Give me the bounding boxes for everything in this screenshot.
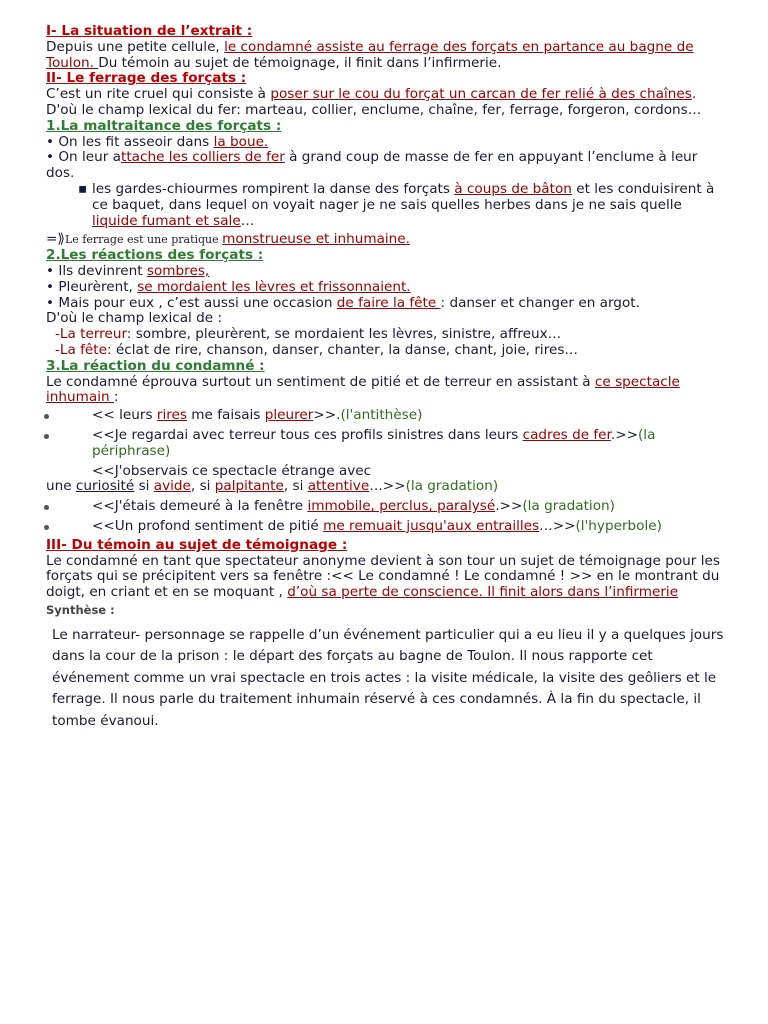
bullet-item: • Ils devinrent sombres,	[46, 262, 210, 279]
subsection-3-title: 3.La réaction du condamné :	[46, 357, 265, 374]
section-3-title: III- Du témoin au sujet de témoignage :	[46, 536, 348, 553]
section-1-title: I- La situation de l’extrait :	[46, 23, 253, 39]
conclusion-line: =⟫Le ferrage est une pratique monstrueuse et inhumaine.	[46, 231, 410, 248]
sub-bullet-item: ▪ les gardes-chiourmes rompirent la danse des forçats à coups de bâton et les conduisirent à ce baquet, dans lequel on voyait nager je ne sais quelles herbes dans je ne sais quelle liquide fumant et sale…	[78, 180, 715, 229]
section-2-paragraph: C’est un rite cruel qui consiste à poser sur le cou du forçat un carcan de fer relié à des chaînes. D'où le champ lexical du fer: marteau, collier, enclume, chaîne, fer, ferrage, forgeron, cordons…	[46, 86, 702, 118]
subsection-2-title: 2.Les réactions des forçats :	[46, 247, 264, 264]
bullet-dot-icon	[44, 434, 49, 439]
bullet-item: • On les fit asseoir dans la boue.	[46, 133, 269, 150]
section-1-paragraph: Depuis une petite cellule, le condamné assiste au ferrage des forçats en partance au bagne de Toulon. Du témoin au sujet de témoignage, il finit dans l’infirmerie.	[46, 38, 694, 71]
synthese-title: Synthèse :	[46, 602, 115, 617]
bullet-item: • Pleurèrent, se mordaient les lèvres et frissonnaient.	[46, 278, 411, 295]
document	[46, 24, 726, 732]
lexical-field-intro: D'où le champ lexical de :	[46, 310, 223, 327]
section-3-paragraph: Le condamné en tant que spectateur anonyme devient à son tour un sujet de témoignage pour les forçats qui se précipitent vers sa fenêtre :<< Le condamné ! Le condamné ! >> en le montrant du doigt, en criant et en se moquant , d’où sa perte de conscience. Il finit alors dans l’infirmerie	[46, 552, 720, 601]
bullet-dot-icon	[44, 525, 49, 530]
quote-item: <<Un profond sentiment de pitié me remuait jusqu'aux entrailles…>>(l'hyperbole)	[46, 519, 726, 535]
synthese-text: Le narrateur- personnage se rappelle d’un événement particulier qui a eu lieu il y a quelques jours dans la cour de la prison : le départ des forçats au bagne de Toulon. Il nous rapporte cet événement comme un vrai spectacle en trois actes : la visite médicale, la visite des geôliers et le ferrage. Il nous parle du traitement inhumain réservé à ces condamnés. À la fin du spectacle, il tombe évanoui.	[52, 626, 724, 729]
quote-item: << leurs rires me faisais pleurer>>.(l'antithèse)	[46, 408, 726, 424]
subsection-3-paragraph: Le condamné éprouva surtout un sentiment de pitié et de terreur en assistant à ce spectacle inhumain :	[46, 373, 680, 406]
bullet-dot-icon	[44, 505, 49, 510]
bullet-item: • On leur attache les colliers de fer à grand coup de masse de fer en appuyant l’enclume à leur dos.	[46, 149, 698, 182]
quote-item: <<Je regardai avec terreur tous ces profils sinistres dans leurs cadres de fer.>>(la périphrase)	[46, 428, 726, 460]
bullet-item: • Mais pour eux , c’est aussi une occasion de faire la fête : danser et changer en argot.	[46, 294, 640, 311]
lexical-terreur: -La terreur: sombre, pleurèrent, se mordaient les lèvres, sinistre, affreux…	[55, 326, 562, 343]
section-2-title: II- Le ferrage des forçats :	[46, 70, 247, 87]
bullet-dot-icon	[44, 414, 49, 419]
quote-item: <<J'observais ce spectacle étrange avec	[92, 462, 372, 479]
quote-item: <<J'étais demeuré à la fenêtre immobile, perclus, paralysé.>>(la gradation)	[46, 499, 726, 515]
quote-item-continued: une curiosité si avide, si palpitante, si attentive…>>(la gradation)	[46, 478, 499, 495]
subsection-1-title: 1.La maltraitance des forçats :	[46, 117, 282, 134]
square-bullet-icon: ▪	[78, 180, 88, 197]
lexical-fete: -La fête: éclat de rire, chanson, danser, chanter, la danse, chant, joie, rires…	[55, 341, 579, 358]
